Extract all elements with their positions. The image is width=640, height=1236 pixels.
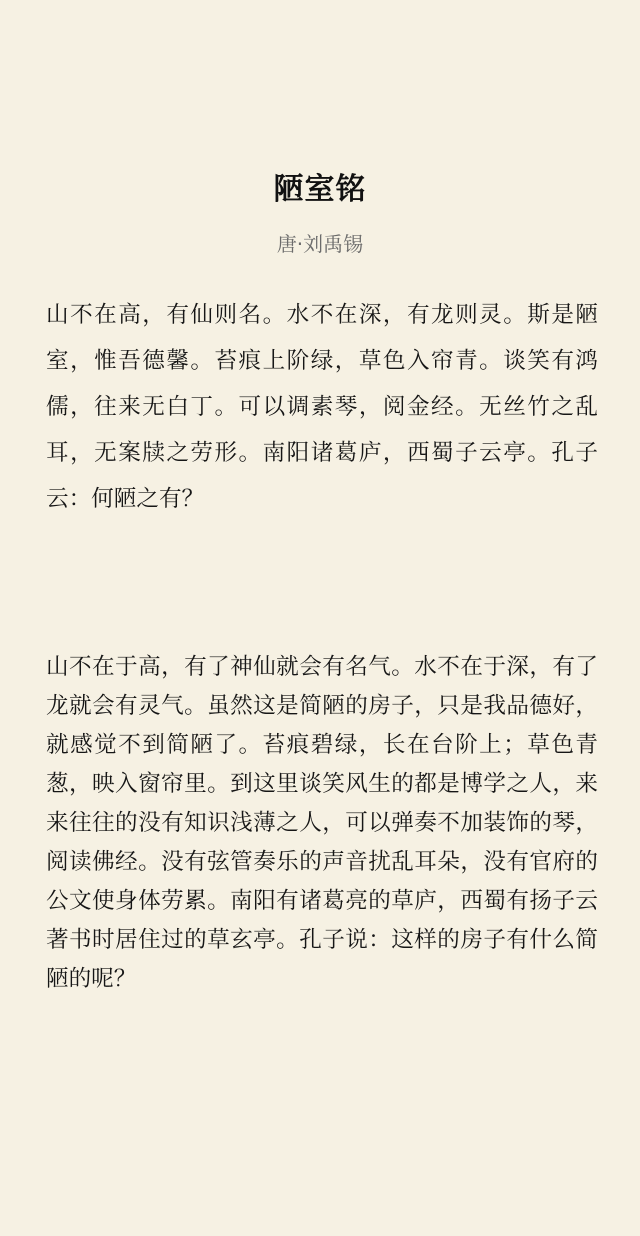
poem-original-text: 山不在高，有仙则名。水不在深，有龙则灵。斯是陋室，惟吾德馨。苔痕上阶绿，草色入帘青。谈笑有鸿儒，往来无白丁。可以调素琴，阅金经。无丝竹之乱耳，无案牍之劳形。南阳诸葛庐，西蜀子云亭。孔子云：何陋之有？ [46,302,598,512]
poem-author: 唐·刘禹锡 [276,232,364,256]
poem-translation-text: 山不在于高，有了神仙就会有名气。水不在于深，有了龙就会有灵气。虽然这是简陋的房子，只是我品德好，就感觉不到简陋了。苔痕碧绿，长在台阶上；草色青葱，映入窗帘里。到这里谈笑风生的都是博学之人，来来往往的没有知识浅薄之人，可以弹奏不加装饰的琴，阅读佛经。没有弦管奏乐的声音扰乱耳朵，没有官府的公文使身体劳累。南阳有诸葛亮的草庐，西蜀有扬子云著书时居住过的草玄亭。孔子说：这样的房子有什么简陋的呢？ [46,654,598,992]
poem-title: 陋室铭 [273,172,367,207]
